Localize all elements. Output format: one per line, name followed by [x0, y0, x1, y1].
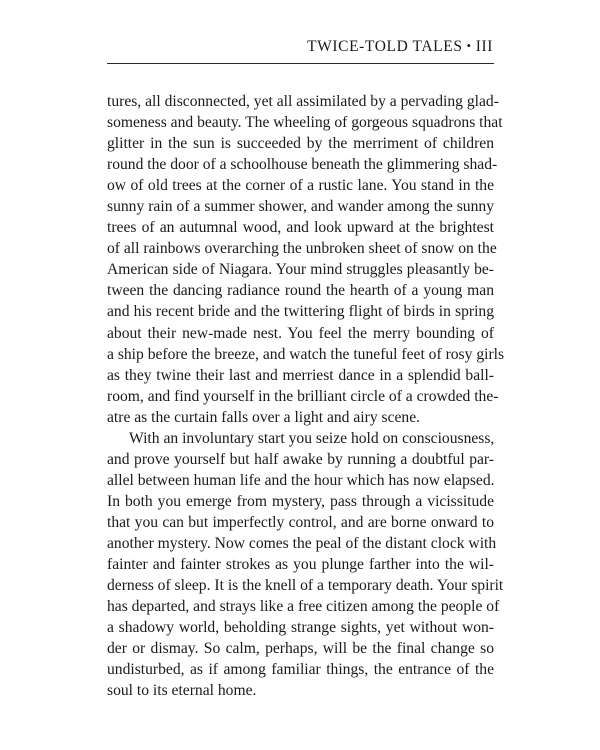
text-line: has departed, and strays like a free citizen among the people of [107, 598, 500, 616]
text-line: about their new-made nest. You feel the merry bounding of [107, 324, 494, 342]
page-number: III [475, 38, 493, 55]
text-line: someness and beauty. The wheeling of gorgeous squadrons that [107, 114, 503, 132]
text-line: der or dismay. So calm, perhaps, will be the final change so [107, 640, 494, 658]
text-line: tween the dancing radiance round the hearth of a young man [107, 282, 494, 300]
text-line: fainter and fainter strokes as you plunge farther into the wil- [107, 556, 494, 574]
text-line: as they twine their last and merriest dance in a splendid ball- [107, 366, 494, 384]
paragraph-2 [107, 428, 504, 702]
text-line: and prove yourself but half awake by running a doubtful par- [107, 450, 494, 468]
running-header [307, 38, 493, 56]
body-text [107, 91, 505, 701]
text-line: a shadowy world, beholding strange sights, yet without won- [107, 619, 494, 637]
text-line: undisturbed, as if among familiar things, the entrance of the [107, 661, 494, 679]
text-line: allel between human life and the hour which has now elapsed. [107, 471, 495, 489]
text-line: In both you emerge from mystery, pass through a vicissitude [107, 492, 494, 510]
header-separator: • [466, 38, 472, 53]
text-line: round the door of a schoolhouse beneath the glimmering shad- [107, 156, 498, 174]
text-line: that you can but imperfectly control, and are borne onward to [107, 513, 494, 531]
text-line: glitter in the sun is succeeded by the merriment of children [107, 135, 494, 153]
text-line: tures, all disconnected, yet all assimilated by a pervading glad- [107, 93, 499, 110]
text-line: and his recent bride and the twittering flight of birds in spring [107, 303, 494, 321]
text-line: room, and find yourself in the brilliant circle of a crowded the- [107, 387, 499, 405]
text-line: another mystery. Now comes the peal of the distant clock with [107, 534, 497, 552]
text-line: atre as the curtain falls over a light and airy scene. [107, 408, 421, 426]
text-line: of all rainbows overarching the unbroken sheet of snow on the [107, 240, 497, 258]
text-line: With an involuntary start you seize hold on consciousness, [129, 429, 495, 447]
text-line: soul to its eternal home. [107, 682, 257, 700]
text-line: ow of old trees at the corner of a rustic lane. You stand in the [107, 177, 494, 195]
book-title: TWICE-TOLD TALES [307, 38, 463, 55]
paragraph-1 [107, 91, 505, 428]
text-line: a ship before the breeze, and watch the tuneful feet of rosy girls [107, 345, 505, 363]
text-line: trees of an autumnal wood, and look upward at the brightest [107, 219, 494, 237]
header-rule [107, 63, 494, 64]
text-line: American side of Niagara. Your mind struggles pleasantly be- [107, 261, 494, 279]
text-line: derness of sleep. It is the knell of a temporary death. Your spirit [107, 577, 504, 595]
text-line: sunny rain of a summer shower, and wander among the sunny [107, 198, 494, 216]
